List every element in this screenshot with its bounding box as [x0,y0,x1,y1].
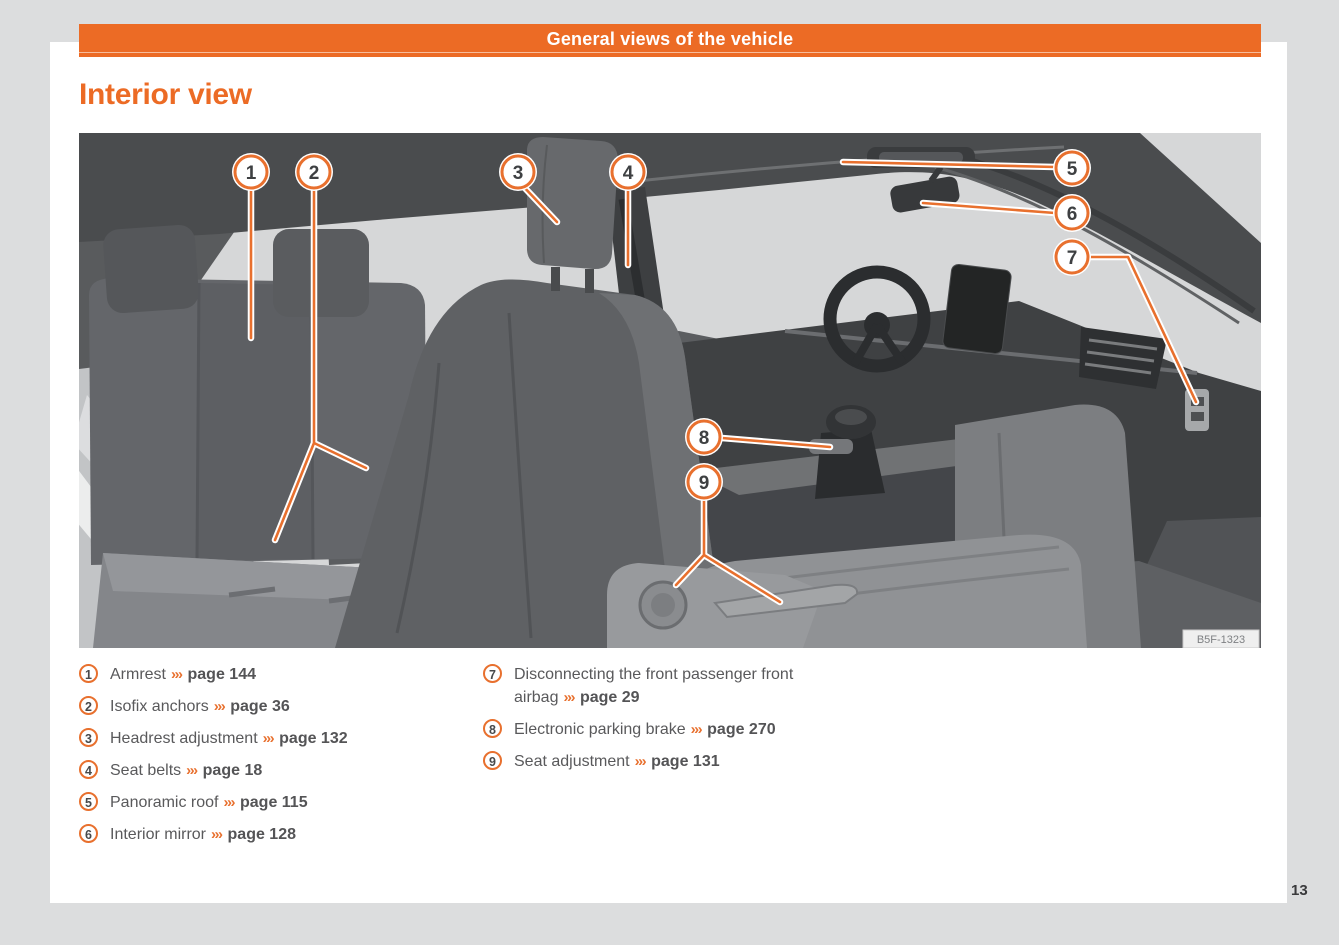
callout-number: 5 [1066,159,1078,180]
legend-item-interior-mirror [79,823,469,846]
callout-7 [1053,238,1091,276]
callout-number: 6 [1066,204,1078,225]
page-reference-link[interactable]: page 29 [579,689,640,706]
chevrons-icon: ››› [563,689,574,706]
callout-6 [1053,194,1091,232]
infotainment-screen [942,264,1012,355]
legend-item-seat-adjustment [483,750,883,773]
page-title: Interior view [79,78,252,111]
callout-1 [232,153,270,191]
callout-number: 1 [245,163,257,184]
legend-item-panoramic-roof [79,791,469,814]
chevrons-icon: ››› [186,762,197,779]
page-reference-link[interactable]: page 128 [227,826,296,843]
page-reference-link[interactable]: page 18 [202,762,263,779]
legend-number-badge: 8 [483,719,502,738]
chapter-header-bar [79,24,1261,57]
figure-tag-text: B5F-1323 [1196,634,1246,646]
legend-label: Disconnecting the front passenger front airbag [514,666,794,706]
legend-column-right [483,663,883,782]
legend-item-isofix [79,695,469,718]
chapter-title: General views of the vehicle [546,29,794,49]
page-reference-link[interactable]: page 115 [240,794,308,811]
legend-label: Seat adjustment [514,753,630,770]
callout-3 [499,153,537,191]
callout-number: 7 [1066,248,1078,269]
legend-number-badge: 2 [79,696,98,715]
legend-label: Interior mirror [110,826,207,843]
page-reference-link[interactable]: page 270 [707,721,776,738]
legend-column-left [79,663,469,855]
figure-reference-tag [1183,630,1259,648]
chevrons-icon: ››› [262,730,274,747]
legend-item-headrest [79,727,469,750]
car-interior-illustration [79,133,1261,648]
callout-number: 8 [698,428,710,449]
callout-2 [295,153,333,191]
legend-item-armrest [79,663,469,686]
legend-label: Electronic parking brake [514,721,686,738]
callout-5 [1053,149,1091,187]
legend-number-badge: 1 [79,664,98,683]
page-reference-link[interactable]: page 132 [279,730,348,747]
legend-label: Headrest adjustment [110,730,258,747]
legend-label: Panoramic roof [110,794,219,811]
page-reference-link[interactable]: page 144 [187,666,256,683]
legend-label: Armrest [110,666,166,683]
callout-number: 2 [308,163,320,184]
callout-number: 9 [698,473,710,494]
chevrons-icon: ››› [213,698,225,715]
page-reference-link[interactable]: page 131 [651,753,720,770]
legend-item-parking-brake [483,718,883,741]
chevrons-icon: ››› [171,666,182,683]
document-page [50,29,1287,903]
legend-number-badge: 6 [79,824,98,843]
legend-label: Isofix anchors [110,698,209,715]
legend-item-airbag-disconnect [483,663,883,709]
legend-item-seat-belts [79,759,469,782]
legend-number-badge: 5 [79,792,98,811]
page-reference-link[interactable]: page 36 [230,698,290,715]
legend-number-badge: 4 [79,760,98,779]
legend-number-badge: 3 [79,728,98,747]
callout-number: 4 [622,163,634,184]
callout-8 [685,418,723,456]
callout-number: 3 [512,163,524,184]
legend-number-badge: 7 [483,664,502,683]
passenger-airbag-switch [1185,389,1209,431]
chevrons-icon: ››› [690,721,702,738]
page-number: 13 [1291,882,1308,899]
chevrons-icon: ››› [211,826,222,843]
rear-headrest-left [102,224,200,314]
callout-4 [609,153,647,191]
legend-number-badge: 9 [483,751,502,770]
interior-view-figure [79,133,1261,648]
chevrons-icon: ››› [634,753,646,770]
callout-9 [685,463,723,501]
rear-armrest-area [197,283,313,561]
legend-label: Seat belts [110,762,182,779]
chevrons-icon: ››› [223,794,234,811]
rear-headrest-right [273,229,369,317]
